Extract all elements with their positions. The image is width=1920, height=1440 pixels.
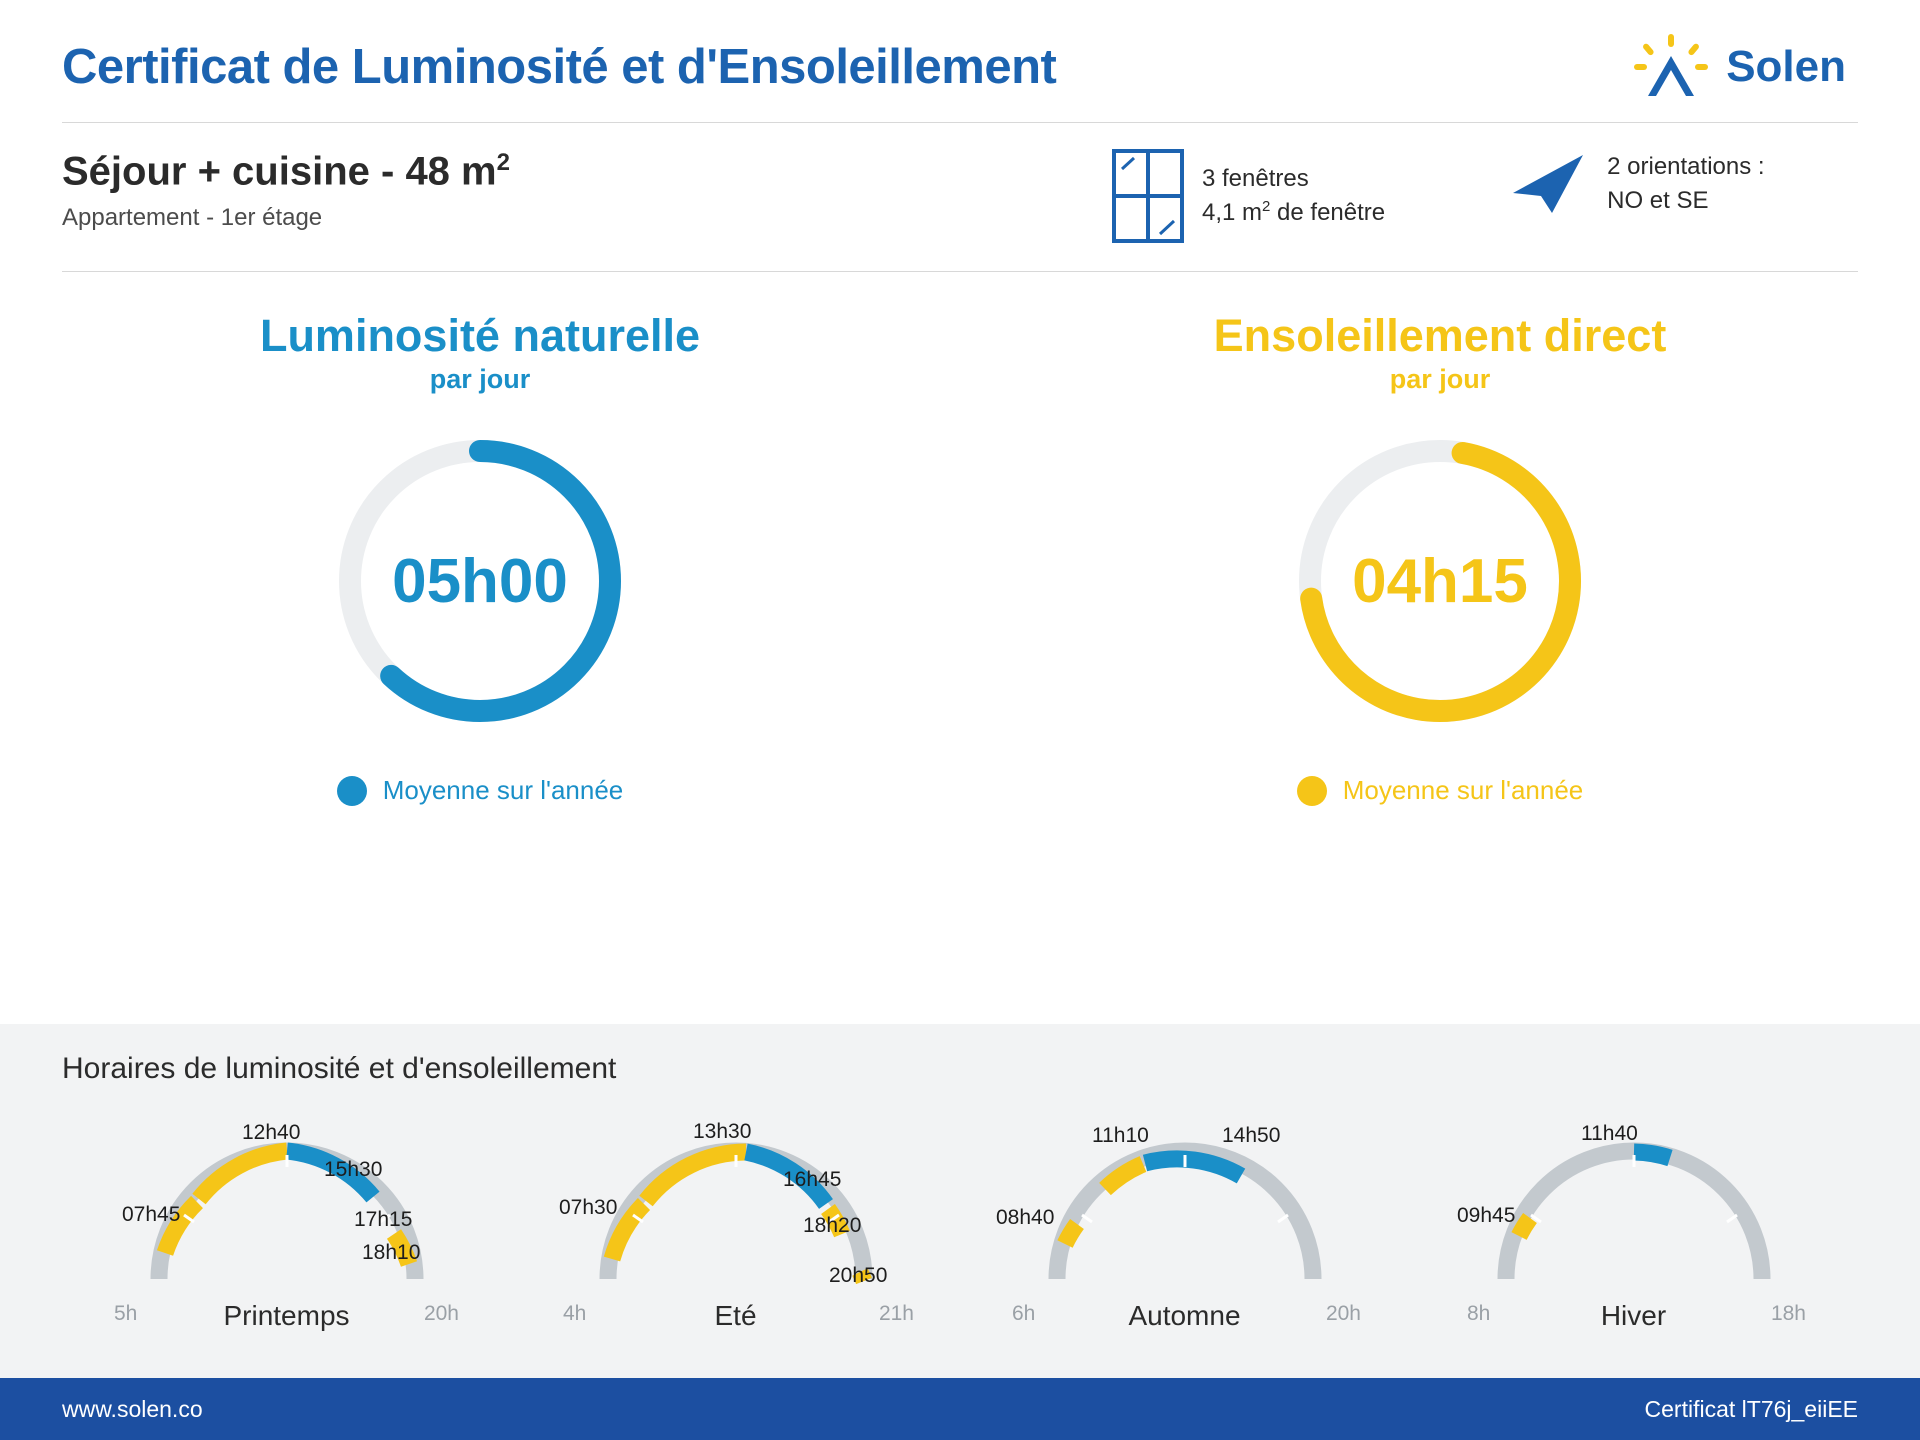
label-sunrise: 07h30 [559, 1196, 618, 1219]
season-automne [960, 1096, 1409, 1336]
windows-count: 3 fenêtres [1202, 164, 1309, 192]
compass-arrow-icon [1505, 149, 1589, 219]
gauge-value: 04h15 [1352, 546, 1528, 616]
brand-name: Solen [1726, 42, 1846, 91]
gauge-legend [337, 775, 624, 806]
property-info [0, 123, 1920, 243]
label-mid: 16h45 [783, 1168, 842, 1191]
gauge-subtitle: par jour [429, 364, 531, 394]
axis-end: 18h [1770, 1302, 1806, 1325]
label-late: 17h15 [354, 1208, 413, 1231]
axis-end: 20h [1325, 1302, 1361, 1325]
gauge-title: Ensoleillement direct [1213, 310, 1667, 361]
season-printemps [62, 1096, 511, 1336]
gauge-legend [1297, 775, 1584, 806]
label-end-sun: 14h50 [1222, 1124, 1281, 1147]
schedules-title: Horaires de luminosité et d'ensoleillement [62, 1052, 617, 1085]
room-title-superscript: 2 [496, 149, 510, 176]
windows-area [1202, 196, 1385, 230]
brand-logo [1632, 34, 1858, 100]
gauge-donut [1280, 421, 1600, 741]
room-subtitle: Appartement - 1er étage [62, 204, 323, 232]
legend-dot-icon [1297, 776, 1327, 806]
label-peak: 12h40 [242, 1121, 301, 1144]
page-title: Certificat de Luminosité et d'Ensoleillement [62, 40, 1057, 94]
season-name: Hiver [1600, 1300, 1667, 1331]
label-late: 18h20 [803, 1214, 862, 1237]
label-mid: 15h30 [324, 1158, 383, 1181]
windows-area-suffix: de fenêtre [1270, 199, 1386, 226]
label-sunrise: 09h45 [1457, 1204, 1516, 1227]
orientation-text [1607, 150, 1764, 218]
sun-house-icon [1632, 34, 1710, 100]
arc-chart-automne [1035, 1114, 1335, 1289]
gauge-subtitle: par jour [1389, 364, 1491, 394]
footer-website[interactable]: www.solen.co [62, 1395, 203, 1422]
footer-certificate-id: Certificat lT76j_eiiEE [1644, 1395, 1858, 1422]
axis-start: 4h [563, 1302, 587, 1325]
season-hiver [1409, 1096, 1858, 1336]
page-footer [0, 1378, 1920, 1440]
orientation-values: NO et SE [1607, 187, 1709, 214]
room-title [62, 149, 1112, 194]
axis-end: 21h [878, 1302, 914, 1325]
axis-start: 5h [114, 1302, 138, 1325]
label-sunset: 20h50 [829, 1264, 888, 1287]
orientation-info [1505, 149, 1764, 219]
windows-area-value: 4,1 m [1202, 199, 1263, 226]
axis-start: 8h [1467, 1302, 1491, 1325]
gauge-donut [320, 421, 640, 741]
gauge-title: Luminosité naturelle [259, 310, 701, 361]
label-sunrise: 08h40 [996, 1206, 1055, 1229]
label-peak: 11h40 [1581, 1122, 1638, 1145]
season-name: Automne [1128, 1300, 1241, 1331]
schedules-section [0, 1024, 1920, 1378]
legend-label: Moyenne sur l'année [382, 775, 624, 805]
season-ete [511, 1096, 960, 1336]
schedules-row [62, 1096, 1858, 1336]
orientation-count: 2 orientations : [1607, 152, 1765, 180]
legend-dot-icon [337, 776, 367, 806]
property-identity [62, 149, 1112, 232]
axis-end: 20h [423, 1302, 459, 1325]
axis-start: 6h [1012, 1302, 1036, 1325]
gauges-section [0, 272, 1920, 806]
windows-text [1202, 162, 1385, 230]
label-sunrise: 07h45 [122, 1203, 181, 1226]
windows-info [1112, 149, 1385, 243]
label-sunset: 18h10 [362, 1241, 421, 1264]
label-peak: 13h30 [693, 1120, 752, 1143]
room-title-text: Séjour + cuisine - 48 m [62, 149, 497, 194]
gauge-value: 05h00 [392, 546, 568, 616]
gauge-ensoleillement [960, 310, 1920, 806]
page-header [0, 0, 1920, 100]
season-name: Printemps [223, 1300, 350, 1331]
legend-label: Moyenne sur l'année [1342, 775, 1584, 805]
windows-area-sup: 2 [1262, 198, 1271, 215]
gauge-luminosite [0, 310, 960, 806]
window-icon [1112, 149, 1184, 243]
label-start-sun: 11h10 [1092, 1124, 1149, 1147]
season-name: Eté [714, 1300, 757, 1331]
